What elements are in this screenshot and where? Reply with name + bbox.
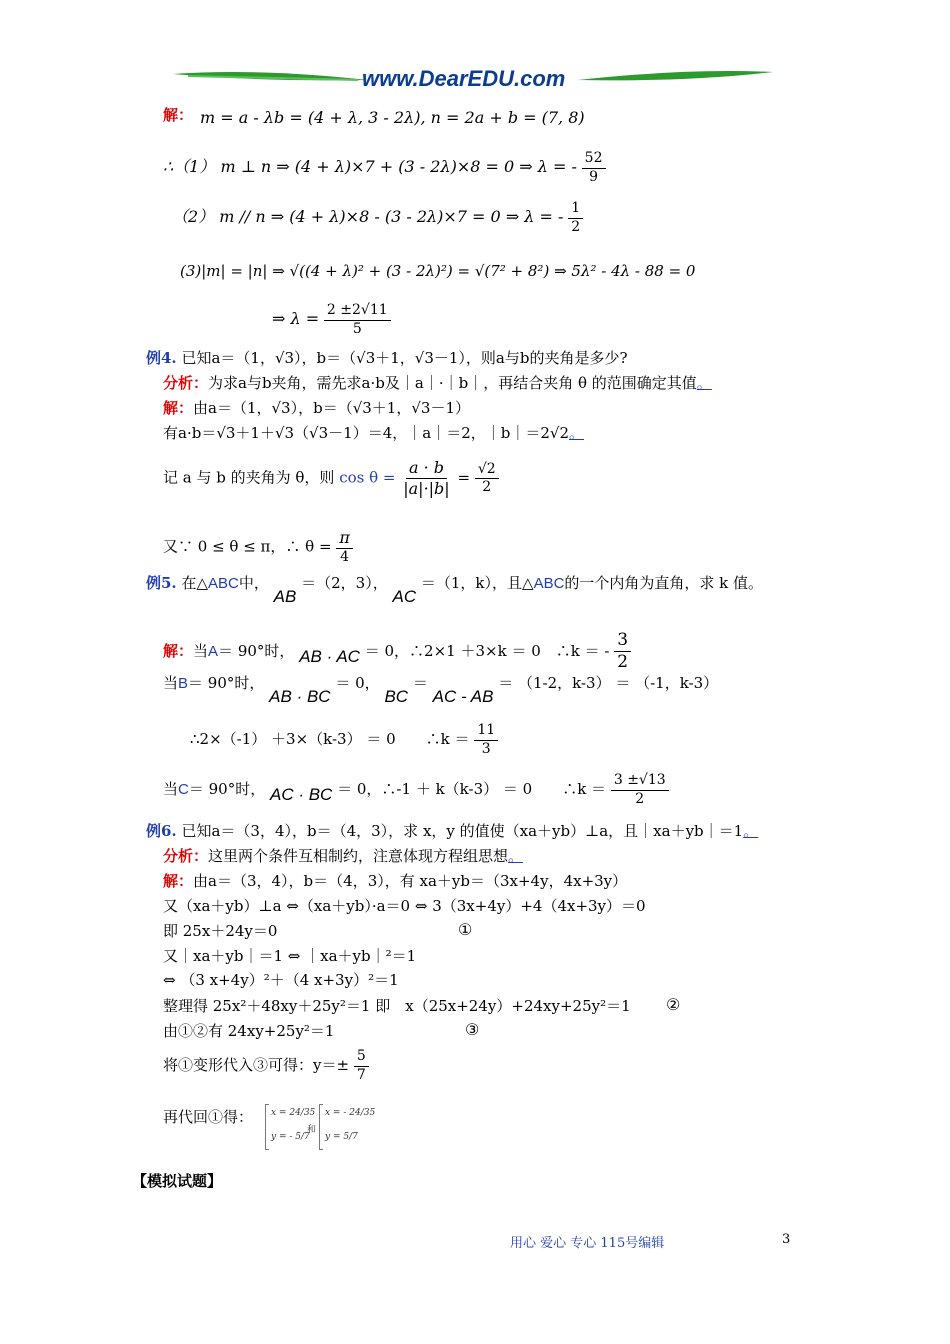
ex6-line6-mark: ② [666, 995, 681, 1014]
system2-y: y = 5/7 [325, 1132, 358, 1142]
ex4-analysis: 分析：为求a与b夹角，需先求a·b及｜a｜·｜b｜，再结合夹角 θ 的范围确定其值。 [163, 374, 712, 392]
ex3-solution-expr: m = a - λb = (4 + λ, 3 - 2λ), n = 2a + b = (7, 8) [200, 108, 585, 127]
ex3-part3-result: ⇒ λ = $\frac{2 \pm 2√11}{5}$ [272, 302, 391, 338]
system-and: 和 [307, 1125, 317, 1135]
ex4-line3: 记 a 与 b 的夹角为 θ，则 cos θ = $\frac{a \cdot b}{|a|\cdot|b|}$ = $\frac{√2}{2}$ [163, 458, 499, 499]
ex5-case-a: 解：当A＝ 90°时， AB · AC ＝ 0，∴2×1 ＋3×k ＝ 0 ∴k ＝ - $\frac{3}{2}$ [163, 630, 631, 674]
system1-x: x = 24/35 [271, 1108, 316, 1118]
ex6-analysis: 分析：这里两个条件互相制约，注意体现方程组思想。 [163, 847, 524, 865]
header [168, 62, 778, 98]
ex6-line9: 再代回①得： [163, 1108, 254, 1126]
ex3-part1: ∴（1） m ⊥ n ⇒ (4 + λ)×7 + (3 - 2λ)×8 = 0 ⇒ λ = - $\frac{52}{9}$ [163, 150, 606, 186]
ex5-case-b-result: ∴2×（-1） ＋3×（k-3） ＝ 0 ∴k ＝ $\frac{11}{3}$ [190, 722, 498, 758]
ex4-line2: 有a·b＝√3＋1＋√3（√3－1）＝4，｜a｜＝2，｜b｜＝2√2。 [163, 424, 584, 442]
ex4-solution: 解：由a＝（1，√3），b＝（√3＋1，√3－1） [163, 399, 470, 417]
ex6-question: 例6. 已知a＝（3，4），b＝（4，3），求 x，y 的值使（xa＋yb）⊥a，且｜xa＋yb｜＝1。 [146, 822, 759, 840]
ex6-line7-mark: ③ [465, 1020, 480, 1039]
system2-x: x = - 24/35 [325, 1108, 376, 1118]
ex4-line4: 又∵ 0 ≤ θ ≤ π，∴ θ = $\frac{\pi}{4}$ [163, 528, 353, 567]
ex3-solution-label: 解： [163, 106, 194, 124]
ex6-line2: 又（xa＋yb）⊥a ⇔（xa＋yb）·a＝0 ⇔ 3（3x+4y）+4（4x+3y）＝0 [163, 897, 646, 915]
footer-text: 用心 爱心 专心 115号编辑 [510, 1236, 665, 1251]
header-logo: www.DearEDU.com [362, 66, 566, 91]
ex6-solution: 解：由a＝（3，4），b＝（4，3），有 xa＋yb＝（3x+4y，4x+3y） [163, 872, 628, 890]
ex6-line7: 由①②有 24xy+25y²＝1 [163, 1022, 335, 1040]
ex5-case-b: 当B＝ 90°时， AB · BC ＝ 0， BC ＝ AC - AB ＝ （1-2，k-3） ＝ （-1，k-3） [163, 674, 719, 706]
section-title: 【模拟试题】 [132, 1172, 223, 1190]
ex3-part3: (3)|m| = |n| ⇒ √((4 + λ)² + (3 - 2λ)²) = √(7² + 8²) ⇒ 5λ² - 4λ - 88 = 0 [180, 262, 696, 280]
ex6-line6: 整理得 25x²＋48xy＋25y²＝1 即 x（25x+24y）+24xy+25y²＝1 [163, 997, 631, 1015]
ex3-part2: （2） m // n ⇒ (4 + λ)×8 - (3 - 2λ)×7 = 0 ⇒ λ = - $\frac{1}{2}$ [172, 200, 583, 236]
system1-y: y = - 5/7 [271, 1132, 310, 1142]
ex6-line5: ⇔ （3 x+4y）²＋（4 x+3y）²＝1 [163, 971, 399, 989]
ex6-line4: 又｜xa＋yb｜＝1 ⇔ ｜xa＋yb｜²＝1 [163, 947, 417, 965]
ex5-case-c: 当C＝ 90°时， AC · BC ＝ 0，∴-1 ＋ k（k-3） ＝ 0 ∴k ＝ $\frac{3 \pm√13}{2}$ [163, 772, 669, 808]
ex6-line3: 即 25x＋24y＝0 [163, 922, 278, 940]
ex4-question: 例4. 已知a＝（1，√3），b＝（√3＋1，√3－1），则a与b的夹角是多少? [146, 349, 628, 367]
ex6-solution-system [265, 1104, 375, 1150]
page-number: 3 [782, 1232, 791, 1247]
ex6-line3-mark: ① [458, 920, 473, 939]
ex5-question: 例5. 在△ABC中， AB ＝（2，3）， AC ＝（1，k），且△ABC的一个内角为直角，求 k 值。 [146, 574, 764, 606]
ex6-line8: 将①变形代入③可得：y＝± $\frac{5}{7}$ [163, 1048, 369, 1084]
